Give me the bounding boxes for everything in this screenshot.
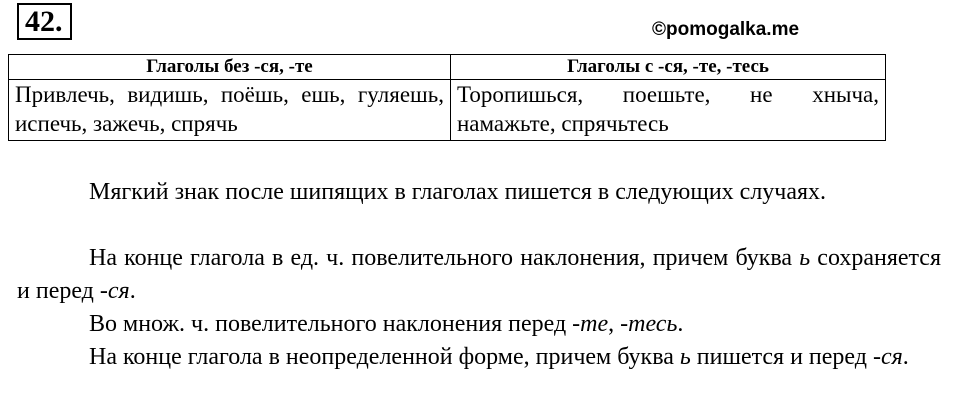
watermark: ©pomogalka.me (652, 19, 800, 40)
paragraph (17, 308, 941, 341)
paragraph (17, 341, 941, 374)
table-header-row (9, 55, 886, 80)
suffix-sya: -ся (872, 344, 903, 370)
table-cell: Торопишься, поешьте, не хныча, намажьте, спрячьтесь (451, 80, 886, 141)
paragraph-text: Во множ. ч. повелительного наклонения перед (89, 311, 573, 337)
paragraph (17, 176, 941, 209)
table-header: Глаголы без -ся, -те (9, 55, 451, 80)
letter-soft-sign: ь (679, 344, 691, 370)
suffix-sya: -ся (99, 278, 130, 304)
table-row (9, 80, 886, 141)
paragraph-text: На конце глагола в неопределенной форме, причем буква (89, 344, 680, 370)
paragraph-text: сохраняется и перед (17, 245, 942, 304)
suffix-te: -те (572, 311, 609, 337)
paragraph-text: пишется и перед (690, 344, 873, 370)
paragraph-text: , (608, 311, 621, 337)
paragraph-text: . (677, 311, 684, 337)
paragraph-text: Мягкий знак после шипящих в глаголах пишется в следующих случаях. (89, 179, 827, 205)
paragraph-text: . (129, 278, 136, 304)
verbs-table (8, 54, 886, 141)
table-cell: Привлечь, видишь, поёшь, ешь, гуляешь, испечь, зажечь, спрячь (9, 80, 451, 141)
letter-soft-sign: ь (799, 245, 811, 271)
paragraph-text: На конце глагола в ед. ч. повелительного наклонения, причем буква (89, 245, 800, 271)
exercise-number: 42. (17, 3, 72, 40)
table-header: Глаголы с -ся, -те, -тесь (451, 55, 886, 80)
paragraph-text: . (902, 344, 909, 370)
paragraph (17, 242, 941, 308)
suffix-tes: -тесь (620, 311, 678, 337)
